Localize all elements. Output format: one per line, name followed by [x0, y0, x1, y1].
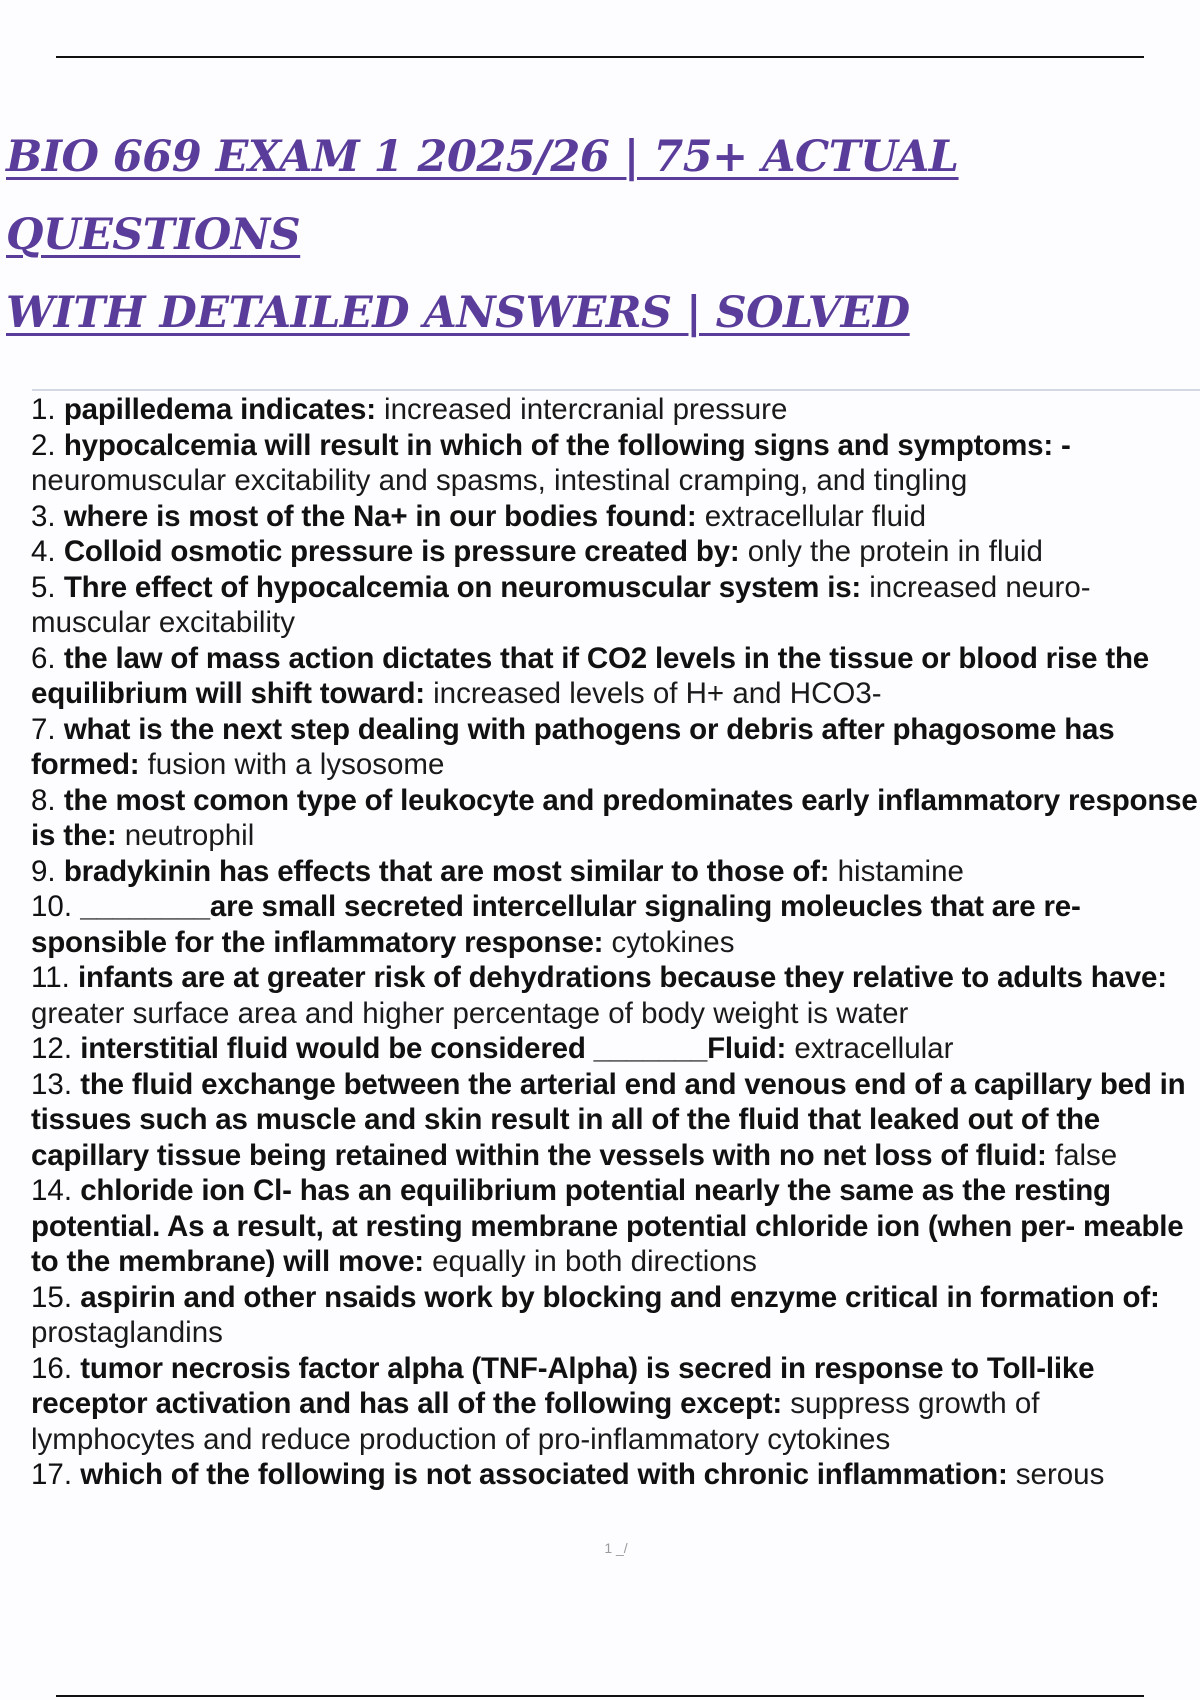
question-number: 4. [31, 535, 56, 568]
answer-text: only the protein in fluid [747, 535, 1043, 568]
question-text: aspirin and other nsaids work by blocking and enzyme critical in formation of: [80, 1280, 1160, 1314]
answer-text: extracellular [794, 1032, 954, 1065]
question-item [31, 854, 1200, 890]
question-item [31, 641, 1200, 712]
top-divider [56, 56, 1144, 58]
question-number: 2. [31, 428, 56, 462]
question-item [31, 960, 1200, 1031]
question-item [31, 1457, 1200, 1493]
question-number: 13. [31, 1067, 73, 1101]
answer-text: increased intercranial pressure [384, 393, 788, 426]
question-number: 9. [31, 854, 56, 888]
question-text: hypocalcemia will result in which of the following signs and symptoms: - [63, 428, 1071, 462]
question-text: interstitial fluid would be considered _______Fluid: [80, 1032, 787, 1065]
question-item [31, 1351, 1200, 1458]
question-item [31, 1280, 1200, 1351]
question-number: 14. [31, 1174, 73, 1207]
question-item [31, 889, 1200, 960]
question-item [31, 428, 1200, 499]
question-item [31, 1067, 1200, 1174]
question-number: 16. [31, 1351, 73, 1385]
question-item [31, 783, 1200, 854]
question-text: Colloid osmotic pressure is pressure created by: [63, 535, 740, 568]
question-number: 5. [31, 570, 56, 604]
answer-text: greater surface area and higher percentage of body weight is water [31, 996, 909, 1030]
answer-text: neutrophil [124, 819, 255, 852]
question-number: 15. [31, 1280, 73, 1314]
answer-text: equally in both directions [432, 1245, 757, 1278]
answer-text: neuromuscular excitability and spasms, intestinal cramping, and tingling [31, 464, 968, 497]
question-text: the fluid exchange between the arterial end and venous end of a capillary bed in tissues such as muscle and skin result in all of the fluid that leaked out of the capillary tissue being retained within the vessels with no net loss of fluid: [31, 1067, 1186, 1172]
answer-text: histamine [837, 854, 964, 888]
question-text: bradykinin has effects that are most similar to those of: [63, 854, 830, 888]
answer-text: fusion with a lysosome [147, 748, 445, 781]
question-number: 3. [31, 499, 56, 533]
document-title [6, 118, 1196, 352]
question-number: 1. [31, 393, 56, 426]
answer-text: cytokines [611, 925, 735, 959]
question-text: where is most of the Na+ in our bodies found: [63, 499, 697, 533]
question-number: 7. [31, 712, 56, 746]
question-text: Thre effect of hypocalcemia on neuromuscular system is: [63, 570, 862, 604]
question-text: which of the following is not associated with chronic inflammation: [80, 1458, 1008, 1491]
answer-text: false [1054, 1138, 1118, 1172]
question-number: 6. [31, 641, 56, 675]
question-text: the most comon type of leukocyte and predominates early inflammatory response is the: [31, 783, 1198, 852]
question-number: 10. [31, 890, 73, 923]
question-list [31, 392, 1200, 1493]
question-item [31, 1173, 1200, 1280]
title-line-2: WITH DETAILED ANSWERS | SOLVED [6, 288, 910, 338]
answer-text: prostaglandins [31, 1316, 223, 1349]
answer-text: serous [1015, 1458, 1105, 1491]
section-divider [32, 389, 1200, 391]
title-line-1: BIO 669 EXAM 1 2025/26 | 75+ ACTUAL QUESTIONS [6, 132, 959, 260]
page-number: 1 _/ [604, 1540, 628, 1556]
question-text: infants are at greater risk of dehydrations because they relative to adults have: [78, 961, 1167, 994]
question-number: 12. [31, 1032, 73, 1065]
question-item [31, 570, 1200, 641]
question-item [31, 712, 1200, 783]
question-text: papilledema indicates: [63, 393, 376, 426]
bottom-divider [56, 1695, 1144, 1697]
question-item [31, 499, 1200, 535]
question-number: 11. [31, 961, 70, 994]
answer-text: increased levels of H+ and HCO3- [433, 677, 882, 710]
question-text: what is the next step dealing with pathogens or debris after phagosome has formed: [31, 712, 1115, 781]
answer-text: extracellular fluid [704, 499, 927, 533]
question-text: tumor necrosis factor alpha (TNF-Alpha) is secred in response to Toll-like receptor activation and has all of the following except: [31, 1351, 1095, 1420]
question-number: 8. [31, 783, 56, 817]
question-item [31, 534, 1200, 570]
question-item [31, 392, 1200, 428]
question-item [31, 1031, 1200, 1067]
question-text: the law of mass action dictates that if CO2 levels in the tissue or blood rise the equilibrium will shift toward: [31, 641, 1150, 710]
answer-text: increased neuro- muscular excitability [31, 570, 1091, 639]
answer-text: suppress growth of lymphocytes and reduce production of pro-inflammatory cytokines [31, 1387, 1040, 1456]
question-text: chloride ion Cl- has an equilibrium potential nearly the same as the resting potential. As a result, at resting membrane potential chloride ion (when per- meable to the membrane) will move: [31, 1174, 1184, 1278]
question-text: ________are small secreted intercellular signaling moleucles that are re- sponsible for the inflammatory response: [31, 890, 1081, 959]
question-number: 17. [31, 1458, 73, 1491]
